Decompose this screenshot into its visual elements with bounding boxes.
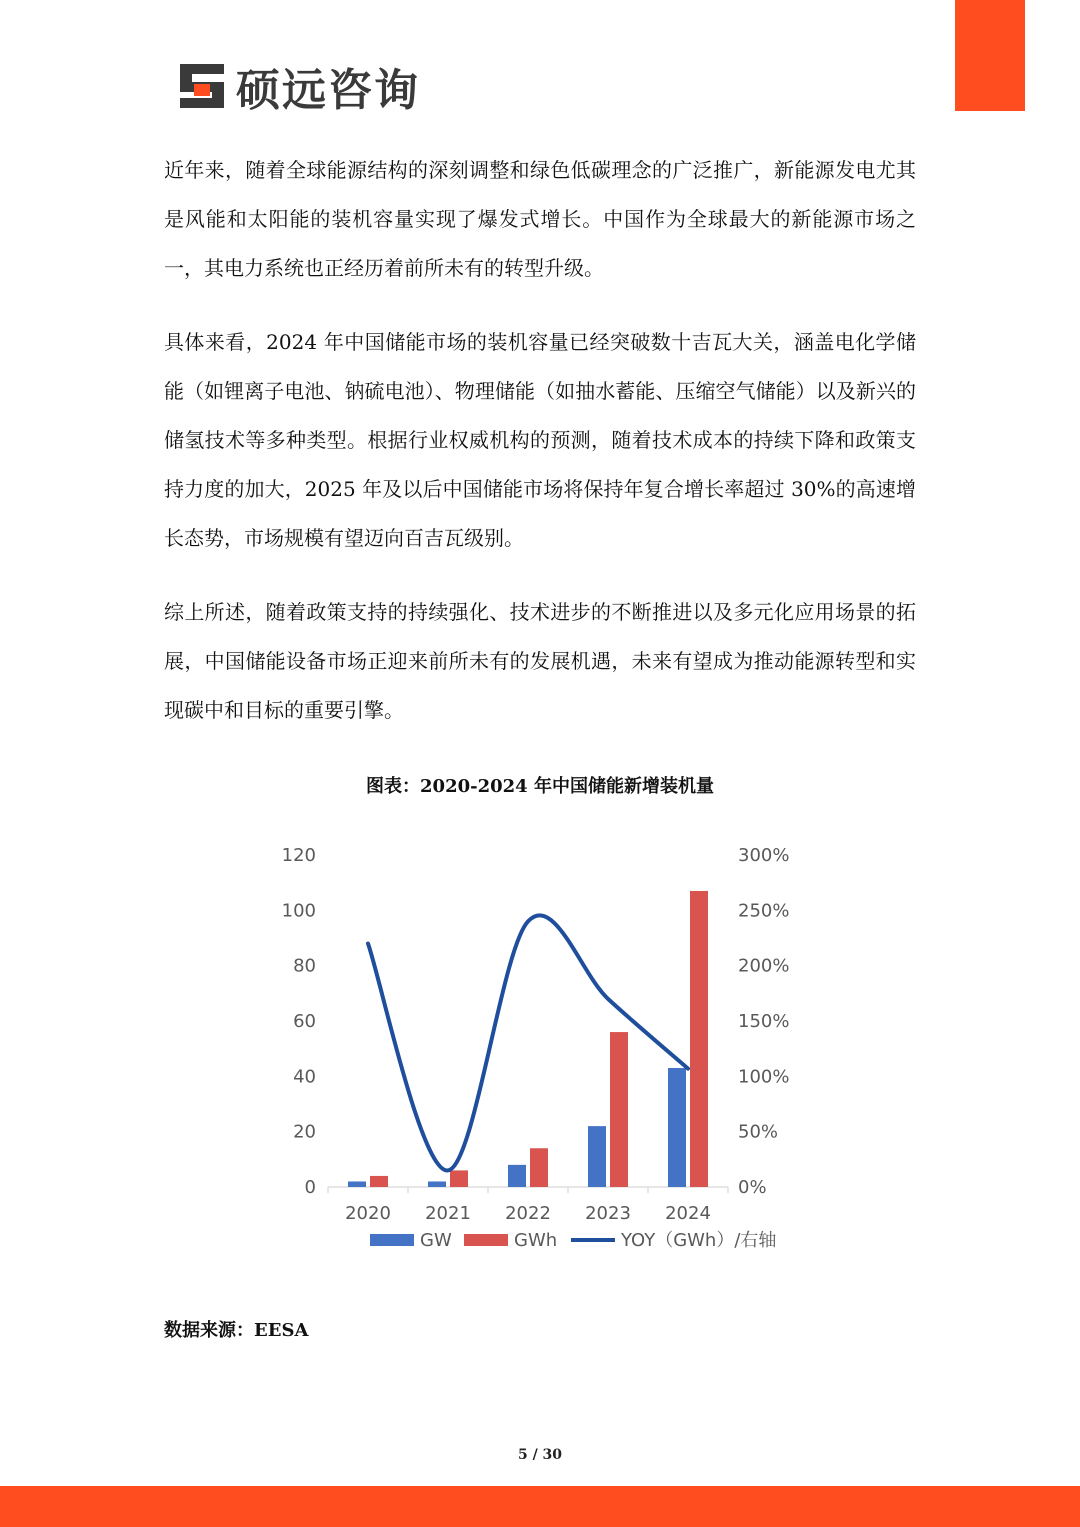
- bar-gwh: [450, 1170, 468, 1187]
- x-axis-tick-label: 2023: [585, 1203, 631, 1224]
- logo-mark-icon: [176, 60, 228, 112]
- x-axis-tick-label: 2022: [505, 1203, 551, 1224]
- bar-gw: [668, 1068, 686, 1187]
- data-source: 数据来源：EESA: [164, 1320, 309, 1341]
- legend-label: GWh: [514, 1230, 558, 1251]
- footer-accent-bar: [0, 1486, 1080, 1527]
- page-number: 5 / 30: [517, 1447, 563, 1463]
- left-axis-tick-label: 0: [304, 1177, 316, 1198]
- x-axis-tick-label: 2021: [425, 1203, 471, 1224]
- paragraph-intro: 近年来，随着全球能源结构的深刻调整和绿色低碳理念的广泛推广，新能源发电尤其是风能和太阳能的装机容量实现了爆发式增长。中国作为全球最大的新能源市场之一，其电力系统也正经历着前所未有的转型升级。: [164, 158, 916, 280]
- right-axis-tick-label: 300%: [738, 845, 790, 866]
- left-axis-tick-label: 40: [293, 1066, 316, 1088]
- legend-label: YOY（GWh）/右轴: [621, 1230, 777, 1251]
- x-axis-tick-label: 2020: [345, 1203, 391, 1224]
- right-axis-tick-label: 250%: [738, 900, 790, 922]
- left-axis-tick-label: 100: [281, 900, 316, 922]
- legend-swatch-gw: [370, 1234, 414, 1246]
- left-axis-tick-label: 80: [293, 955, 316, 977]
- paragraph-summary: 综上所述，随着政策支持的持续强化、技术进步的不断推进以及多元化应用场景的拓展，中国储能设备市场正迎来前所未有的发展机遇，未来有望成为推动能源转型和实现碳中和目标的重要引擎。: [164, 600, 916, 722]
- bar-gw: [508, 1165, 526, 1187]
- bar-gwh: [370, 1176, 388, 1187]
- chart-title: 图表：2020-2024 年中国储能新增装机量: [366, 776, 714, 797]
- brand-name: 硕远咨询: [236, 65, 420, 116]
- bar-gwh: [530, 1148, 548, 1187]
- corner-accent-block: [955, 0, 1025, 111]
- yoy-line: [368, 915, 688, 1170]
- bar-gw: [588, 1126, 606, 1187]
- right-axis-tick-label: 200%: [738, 955, 790, 977]
- right-axis-tick-label: 0%: [738, 1177, 767, 1198]
- storage-capacity-chart: [260, 830, 820, 1270]
- bar-gw: [348, 1181, 366, 1187]
- bar-gwh: [610, 1032, 628, 1187]
- brand-logo: [176, 58, 420, 114]
- legend-swatch-gwh: [464, 1234, 508, 1246]
- left-axis-tick-label: 60: [293, 1011, 316, 1032]
- paragraph-market-detail: 具体来看，2024 年中国储能市场的装机容量已经突破数十吉瓦大关，涵盖电化学储能（如锂离子电池、钠硫电池）、物理储能（如抽水蓄能、压缩空气储能）以及新兴的储氢技术等多种类型。根据行业权威机构的预测，随着技术成本的持续下降和政策支持力度的加大，2025 年及以后中国储能市场将保持年复合增长率超过 30%的高速增长态势，市场规模有望迈向百吉瓦级别。: [164, 330, 916, 550]
- left-axis-tick-label: 20: [293, 1121, 316, 1143]
- bar-gw: [428, 1181, 446, 1187]
- bar-gwh: [690, 891, 708, 1187]
- right-axis-tick-label: 100%: [738, 1066, 790, 1088]
- legend-label: GW: [420, 1230, 452, 1251]
- x-axis-tick-label: 2024: [665, 1203, 711, 1224]
- right-axis-tick-label: 50%: [738, 1121, 779, 1143]
- left-axis-tick-label: 120: [281, 845, 316, 866]
- right-axis-tick-label: 150%: [738, 1011, 790, 1032]
